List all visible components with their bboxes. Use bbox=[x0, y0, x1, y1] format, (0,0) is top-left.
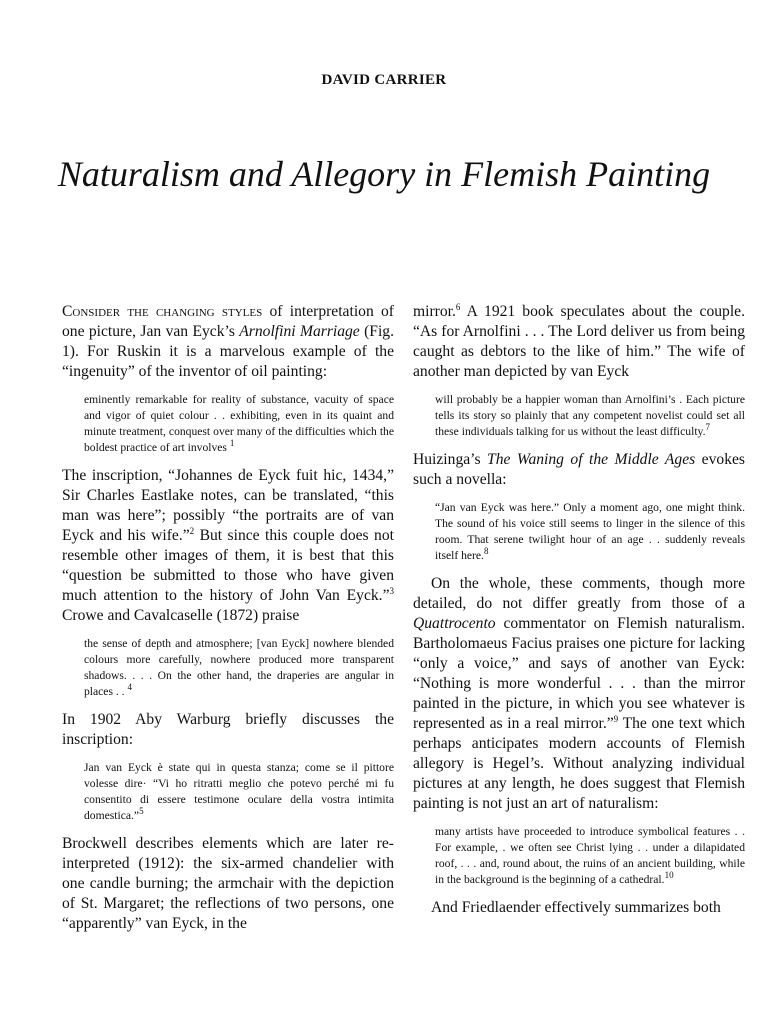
paragraph-ruskin bbox=[62, 302, 394, 382]
footnote-marker: 2 bbox=[189, 525, 195, 536]
footnote-marker: 9 bbox=[613, 713, 619, 724]
text-run: mirror. bbox=[413, 303, 456, 320]
paragraph-huizinga bbox=[413, 450, 745, 490]
text-run: Huizinga’s bbox=[413, 451, 488, 468]
text-run: On the whole, these comments, though more detailed, do not differ greatly from those of a bbox=[413, 575, 745, 612]
footnote-marker: 3 bbox=[389, 585, 394, 596]
work-title-italic: The Waning of the Middle Ages bbox=[487, 451, 696, 468]
author-name: DAVID CARRIER bbox=[321, 72, 447, 88]
paragraph-friedlaender: And Friedlaender effectively summarizes both bbox=[431, 899, 721, 916]
block-quote-warburg bbox=[62, 760, 394, 824]
text-run: The inscription, “Johannes de Eyck fuit hic, 1434,” Sir Charles Eastlake notes, can be translated, “this man was here”; possibly “the portraits are of van Eyck and his wife.” bbox=[62, 467, 394, 544]
article-title: Naturalism and Allegory in Flemish Painting bbox=[57, 154, 711, 194]
block-quote-huizinga bbox=[413, 500, 745, 564]
text-run: evokes such a novella: bbox=[413, 451, 745, 488]
text-run: commentator on Flemish naturalism. Bartholomaeus Facius praises one picture for lacking “only a voice,” and says of another van Eyck: “Nothing is more wonderful . . . than the mirror painted in the picture, in which you see whatever is represented as in a real mirror.” bbox=[413, 615, 745, 732]
quote-text: many artists have proceeded to introduce symbolical features . . For example, . we often see Christ lying . . under a dilapidated roof, . . . and, round about, the ruins of an ancient building, while in the background is the beginning of a cathedral. bbox=[435, 825, 745, 886]
paragraph-inscription bbox=[62, 466, 394, 626]
footnote-marker: 1 bbox=[229, 438, 235, 449]
footnote-marker: 5 bbox=[139, 806, 144, 817]
left-column bbox=[62, 302, 394, 944]
footnote-marker: 4 bbox=[127, 682, 132, 693]
text-run: (Fig. 1). For Ruskin it is a marvelous example of the “ingenuity” of the inventor of oil painting: bbox=[62, 323, 394, 380]
block-quote-novelist bbox=[413, 392, 745, 440]
quote-text: will probably be a happier woman than Arnolfini’s . Each picture tells its story so plainly that any competent novelist could set all these individuals talking for us without the least difficulty. bbox=[435, 393, 745, 438]
footnote-marker: 7 bbox=[705, 422, 710, 433]
paragraph-whole-comments bbox=[413, 574, 745, 814]
work-title-italic: Arnolfini Marriage bbox=[239, 323, 360, 340]
quote-text: eminently remarkable for reality of substance, vacuity of space and vigor of quiet colour . . exhibiting, even in its quaint and minute treatment, conquest over many of the difficulties which the boldest practice of art involves bbox=[84, 393, 394, 454]
block-quote-hegel bbox=[413, 824, 745, 888]
quote-text: Jan van Eyck è state qui in questa stanza; come se il pittore volesse dire· “Vi ho ritratti meglio che potevo perché mi fu consentito di essere testimone oculare della vostra intimita domestica.” bbox=[84, 761, 394, 822]
footnote-marker: 10 bbox=[664, 870, 674, 881]
paragraph-warburg: In 1902 Aby Warburg briefly discusses the inscription: bbox=[62, 711, 394, 748]
text-run: A 1921 book speculates about the couple. “As for Arnolfini . . . The Lord deliver us from being caught as debtors to the like of him.” The wife of another man depicted by van Eyck bbox=[413, 303, 745, 380]
text-run: Crowe and Cavalcaselle (1872) praise bbox=[62, 607, 300, 624]
right-column bbox=[413, 302, 745, 928]
text-run: The one text which perhaps anticipates modern accounts of Flemish allegory is Hegel’s. Without analyzing individual pictures at any length, he does suggest that Flemish painting is not just an art of naturalism: bbox=[413, 715, 745, 812]
text-run: of interpretation of one picture, Jan van Eyck’s bbox=[62, 303, 394, 340]
block-quote-crowe bbox=[62, 636, 394, 700]
work-title-italic: Quattrocento bbox=[413, 615, 496, 632]
footnote-marker: 8 bbox=[483, 546, 489, 557]
quote-text: “Jan van Eyck was here.” Only a moment ago, one might think. The sound of his voice still seems to linger in the silence of this room. That serene twilight hour of an age . . suddenly reveals itself here. bbox=[435, 501, 745, 562]
footnote-marker: 6 bbox=[455, 301, 461, 312]
paragraph-brockwell: Brockwell describes elements which are later re-interpreted (1912): the six-armed chandelier with one candle burning; the armchair with the depiction of St. Margaret; the reflections of two persons, one “apparently” van Eyck, in the bbox=[62, 835, 394, 932]
block-quote-ruskin bbox=[62, 392, 394, 456]
text-run: But since this couple does not resemble other images of them, it is best that this “question be submitted to those who have given much attention to the history of John Van Eyck.” bbox=[62, 527, 394, 604]
quote-text: the sense of depth and atmosphere; [van Eyck] nowhere blended colours more carefully, nowhere produced more transparent shadows. . . . On the other hand, the draperies are angular in places . . bbox=[84, 637, 394, 698]
lead-in-small-caps: Consider the changing styles bbox=[62, 303, 263, 320]
paragraph-1921-book bbox=[413, 302, 745, 382]
